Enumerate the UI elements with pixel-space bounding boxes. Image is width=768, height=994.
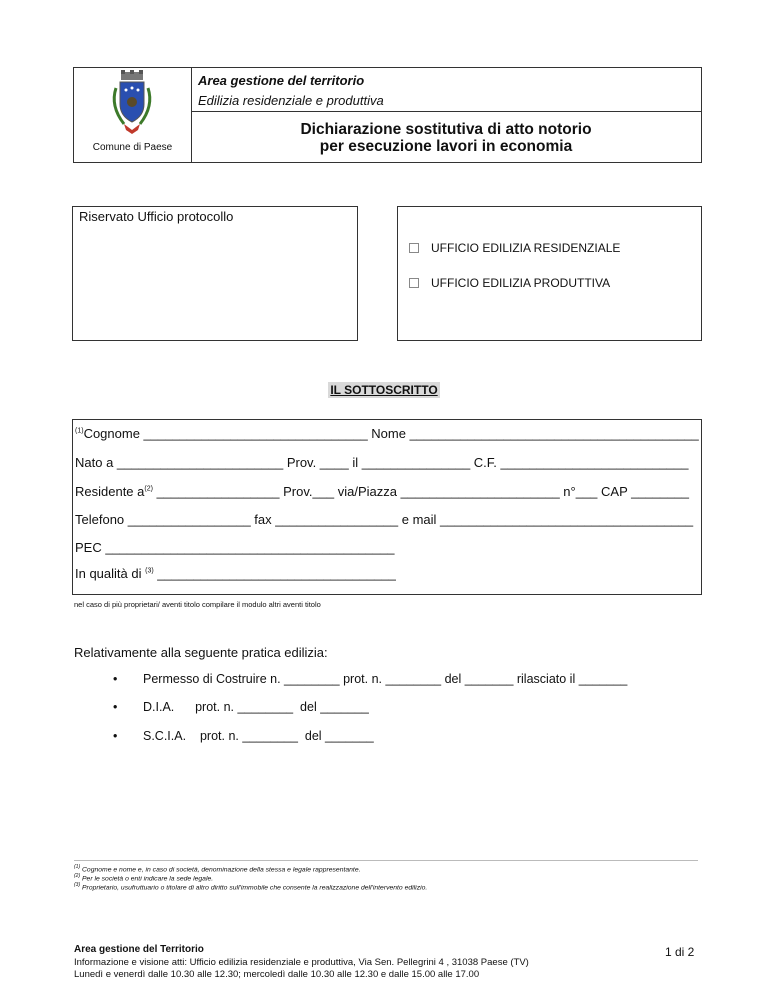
pratica-intro: Relativamente alla seguente pratica edilizia:	[74, 645, 328, 660]
cognome-nome-text: Cognome _______________________________ Nome ________________________________________	[83, 426, 699, 441]
qualita-line[interactable]	[75, 566, 396, 581]
footnote-number: (2)	[74, 873, 81, 879]
qualita-field: _________________________________	[153, 566, 396, 581]
office-option-label: UFFICIO EDILIZIA RESIDENZIALE	[431, 241, 621, 255]
footer-hours-line: Lunedì e venerdì dalle 10.30 alle 12.30; mercoledì dalle 10.30 alle 12.30 e dalle 15.00 alle 17.00	[74, 969, 480, 980]
contatti-line[interactable]: Telefono _________________ fax _________________ e mail ___________________________________	[75, 512, 694, 527]
cognome-nome-line[interactable]	[75, 426, 699, 441]
office-selection-box	[397, 206, 702, 341]
qualita-label: In qualità di	[75, 566, 146, 581]
bullet-icon: •	[113, 672, 118, 686]
pec-line[interactable]: PEC ________________________________________	[75, 540, 395, 555]
pratica-item-text: Permesso di Costruire n. ________ prot. n. ________ del _______ rilasciato il _______	[143, 672, 628, 686]
office-option-produttiva[interactable]	[409, 276, 610, 290]
footnote-ref: (2)	[144, 485, 153, 493]
header-divider	[191, 111, 701, 112]
residenza-line[interactable]	[75, 484, 689, 499]
footer-title: Area gestione del Territorio	[74, 944, 204, 955]
residenza-fields: _________________ Prov.___ via/Piazza ______________________ n°___ CAP ________	[152, 484, 689, 499]
residenza-label: Residente a	[75, 484, 145, 499]
pratica-item-text: S.C.I.A. prot. n. ________ del _______	[143, 729, 374, 743]
pratica-item-permesso[interactable]	[113, 672, 627, 686]
identity-block	[72, 419, 702, 595]
footer-info-line: Informazione e visione atti: Ufficio edilizia residenziale e produttiva, Via Sen. Pellegrini 4 , 31038 Paese (TV)	[74, 957, 529, 968]
footnote-number: (3)	[74, 882, 81, 888]
document-title-line2: per esecuzione lavori in economia	[319, 138, 573, 155]
document-title-line1: Dichiarazione sostitutiva di atto notorio	[300, 121, 592, 138]
footnote-text: Per le società o enti indicare la sede legale.	[82, 875, 214, 883]
office-option-residenziale[interactable]	[409, 241, 620, 255]
municipal-coat-of-arms-icon	[104, 70, 160, 138]
comune-label: Comune di Paese	[92, 142, 173, 153]
document-title	[191, 121, 701, 155]
section-title-text: IL SOTTOSCRITTO	[330, 383, 438, 397]
protocol-box-label: Riservato Ufficio protocollo	[79, 209, 234, 224]
pratica-item-text: D.I.A. prot. n. ________ del _______	[143, 700, 369, 714]
logo-cell	[74, 68, 192, 162]
pratica-item-scia[interactable]	[113, 729, 374, 743]
bullet-icon: •	[113, 700, 118, 714]
checkbox[interactable]	[409, 278, 419, 288]
section-title	[0, 381, 768, 399]
area-subtitle: Edilizia residenziale e produttiva	[198, 93, 384, 108]
nascita-line[interactable]: Nato a _______________________ Prov. ____ il _______________ C.F. __________________________	[75, 455, 689, 470]
footnote-divider	[74, 860, 698, 861]
multi-owner-note: nel caso di più proprietari/ aventi titolo compilare il modulo altri aventi titolo	[74, 600, 321, 609]
footnote-text: Cognome e nome e, in caso di società, denominazione della stessa e legale rappresentante.	[82, 866, 361, 874]
footnote-1	[74, 864, 361, 873]
pratica-item-dia[interactable]	[113, 700, 369, 714]
footnote-number: (1)	[74, 864, 81, 870]
bullet-icon: •	[113, 729, 118, 743]
office-option-label: UFFICIO EDILIZIA PRODUTTIVA	[431, 276, 611, 290]
footnote-3	[74, 882, 427, 891]
footnote-ref: (1)	[75, 427, 84, 435]
checkbox[interactable]	[409, 243, 419, 253]
footnote-text: Proprietario, usufruttuario o titolare di altro diritto sull'immobile che consente la realizzazione dell'intervento edilizio.	[82, 884, 428, 892]
document-header	[73, 67, 702, 163]
protocol-box	[72, 206, 358, 341]
footnote-ref: (3)	[145, 567, 154, 575]
area-title: Area gestione del territorio	[198, 73, 365, 88]
page-number: 1 di 2	[665, 945, 695, 959]
footnote-2	[74, 873, 213, 882]
